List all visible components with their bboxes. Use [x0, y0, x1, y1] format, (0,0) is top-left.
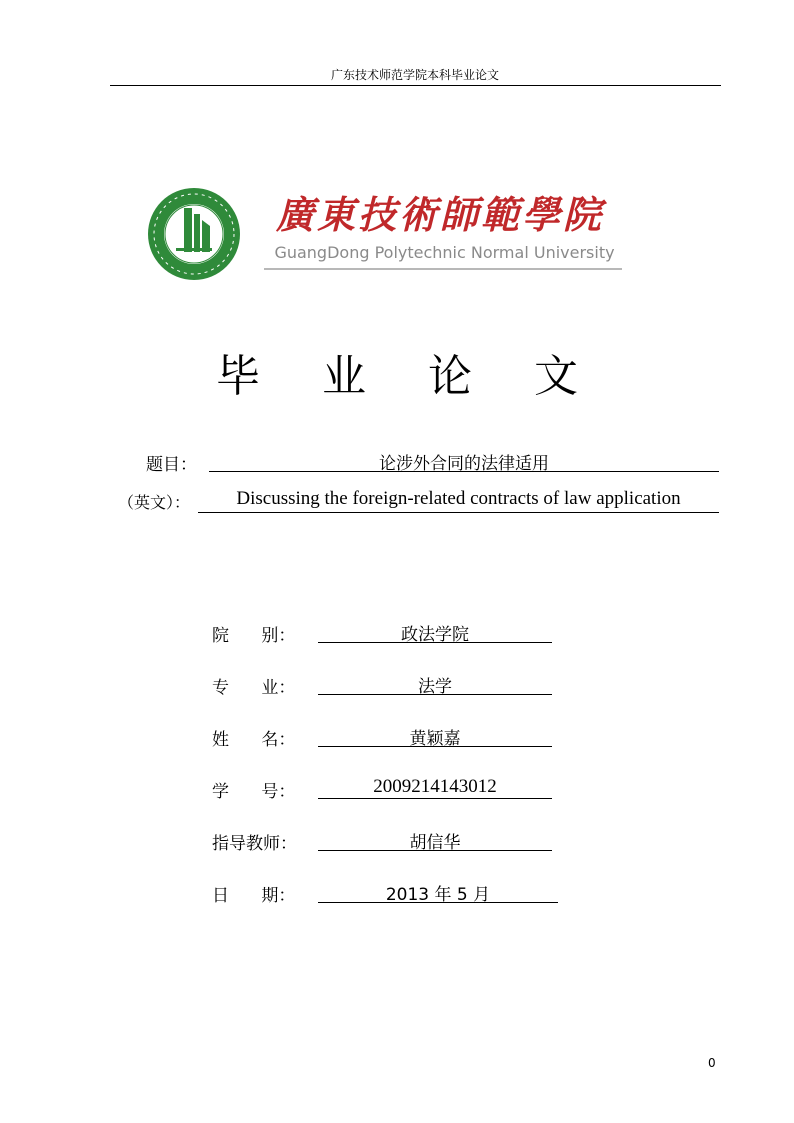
- advisor-value: 胡信华: [318, 828, 552, 851]
- department-value: 政法学院: [318, 620, 552, 643]
- major-value: 法学: [318, 672, 552, 695]
- university-name-chinese: 廣東技術師範學院: [276, 192, 605, 237]
- page-number: 0: [708, 1056, 716, 1070]
- document-title: 毕 业 论 文: [216, 351, 602, 402]
- logo-underline: [264, 268, 622, 270]
- university-seal-icon: [146, 186, 242, 282]
- date-label: 日 期：: [212, 886, 296, 906]
- student-id-label: 学 号：: [212, 782, 296, 802]
- university-name-english: GuangDong Polytechnic Normal University: [274, 243, 615, 262]
- name-label: 姓 名：: [212, 730, 296, 750]
- running-header: 广东技术师范学院本科毕业论文: [330, 68, 499, 82]
- header-rule: [110, 85, 721, 86]
- topic-value: 论涉外合同的法律适用: [209, 449, 719, 472]
- name-value: 黄颖嘉: [318, 724, 552, 747]
- major-label: 专 业：: [212, 678, 296, 698]
- date-value: 2013 年 5 月: [318, 880, 558, 903]
- department-label: 院 别：: [212, 626, 296, 646]
- english-topic-label: （英文）：: [118, 493, 191, 512]
- english-topic-value: Discussing the foreign-related contracts of law application: [198, 488, 719, 513]
- student-id-value: 2009214143012: [318, 776, 552, 799]
- advisor-label: 指导教师：: [212, 834, 297, 854]
- topic-label: 题目：: [146, 455, 197, 475]
